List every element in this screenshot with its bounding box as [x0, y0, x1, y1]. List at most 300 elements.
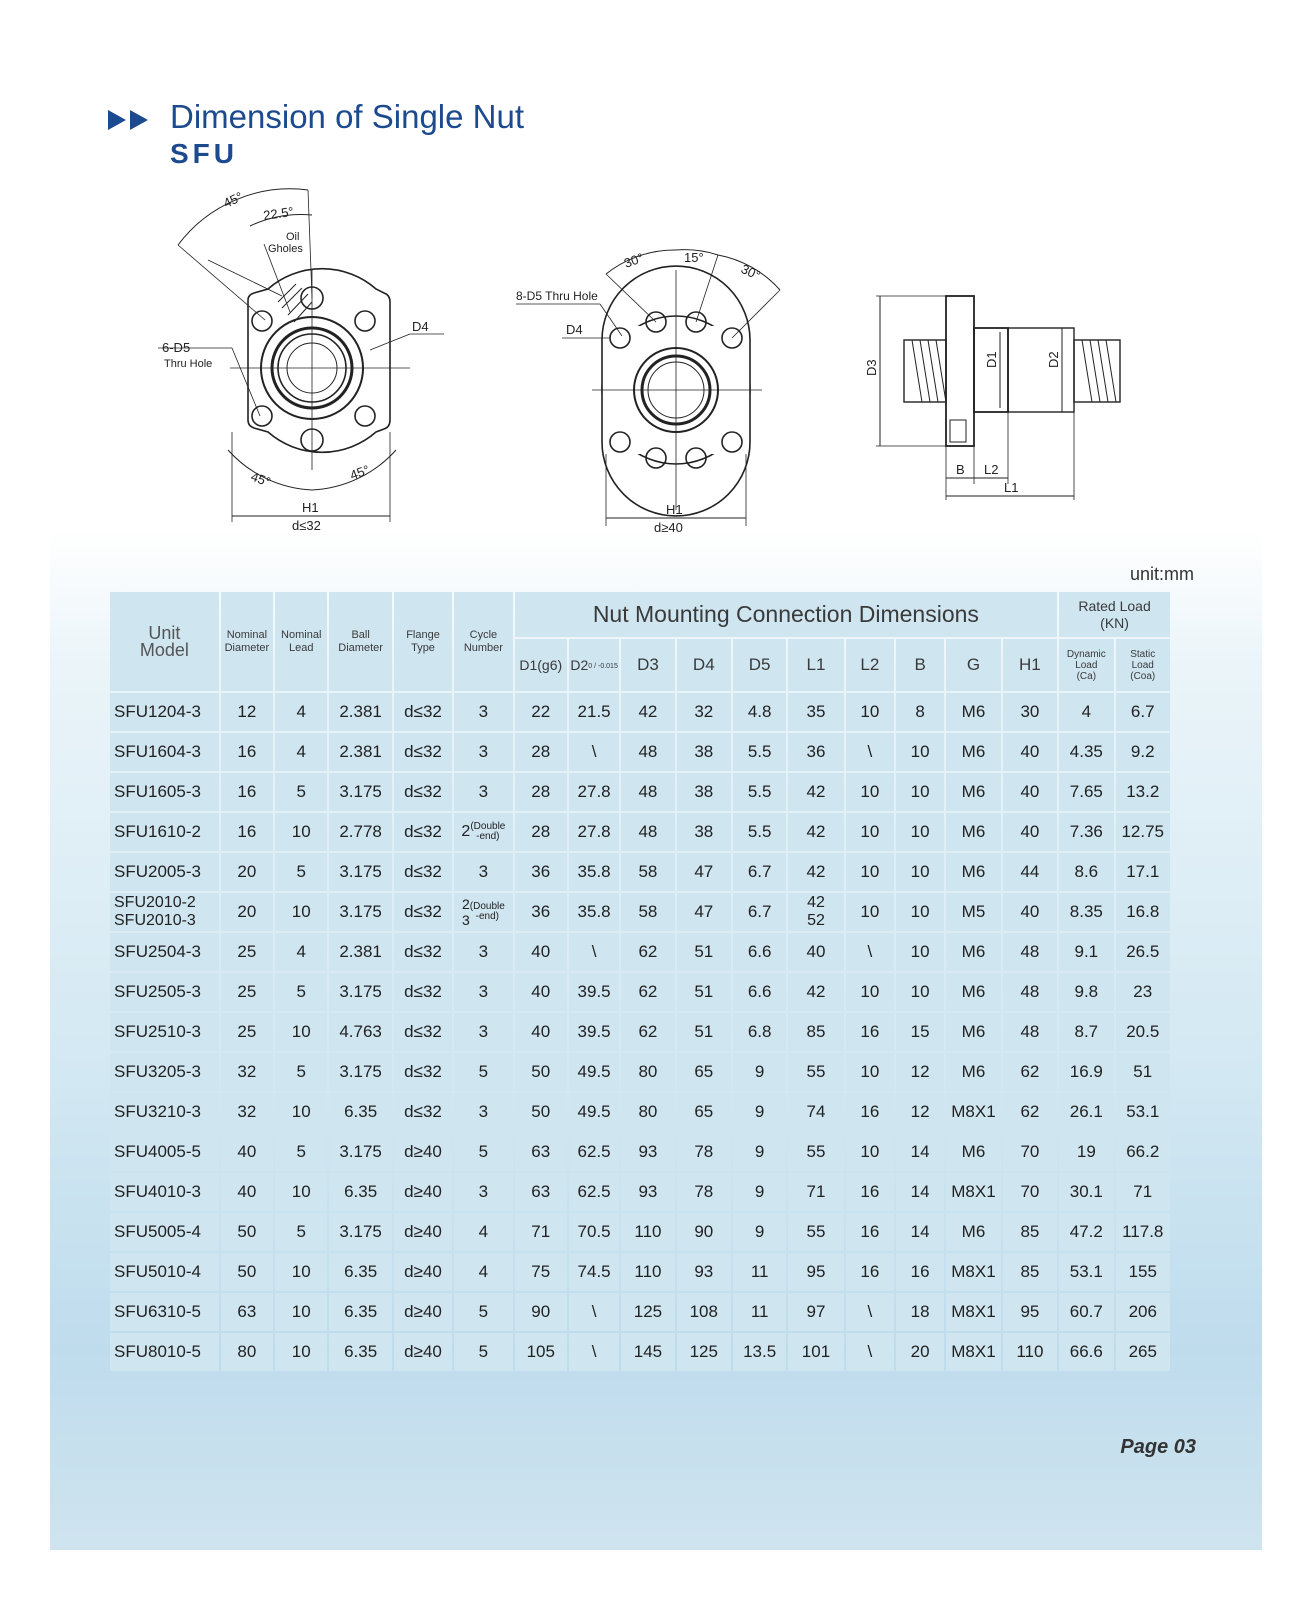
- cell-d4: 51: [677, 933, 731, 971]
- cell-d1: 50: [515, 1053, 567, 1091]
- cell-ca: 8.7: [1059, 1013, 1113, 1051]
- cell-coa: 155: [1116, 1253, 1171, 1291]
- d-cond-mid: d≥40: [654, 520, 683, 535]
- d5-label-left: 6-D5: [162, 340, 191, 355]
- cell-b: 10: [896, 733, 944, 771]
- cell-flange: d≤32: [394, 773, 452, 811]
- cell-ca: 66.6: [1059, 1333, 1113, 1371]
- cell-g: M6: [946, 733, 1000, 771]
- g-holes-label: Gholes: [268, 243, 303, 255]
- cell-d1: 28: [515, 733, 567, 771]
- table-row: [110, 1213, 1170, 1251]
- cell-nd: 16: [221, 733, 273, 771]
- cell-l2: 10: [846, 813, 894, 851]
- cell-d2: 27.8: [569, 773, 619, 811]
- cell-nd: 32: [221, 1093, 273, 1131]
- cell-l1: 42 52: [788, 893, 843, 931]
- cell-coa: 26.5: [1116, 933, 1171, 971]
- header-nut-mounting: Nut Mounting Connection Dimensions: [515, 592, 1058, 637]
- d4-label-left: D4: [412, 319, 429, 334]
- cell-cycle: 2 (Double -end): [454, 813, 512, 851]
- table-row: [110, 1133, 1170, 1171]
- cell-l2: 10: [846, 853, 894, 891]
- cell-coa: 51: [1116, 1053, 1171, 1091]
- cell-nl: 5: [275, 1053, 327, 1091]
- cell-b: 15: [896, 1013, 944, 1051]
- header-nominal-diameter: Nominal Diameter: [221, 592, 273, 691]
- cell-nd: 50: [221, 1213, 273, 1251]
- table-row: [110, 1013, 1170, 1051]
- cell-b: 12: [896, 1053, 944, 1091]
- cell-ball: 2.381: [329, 693, 391, 731]
- cell-nd: 63: [221, 1293, 273, 1331]
- cell-cycle: 5: [454, 1053, 512, 1091]
- cell-ca: 26.1: [1059, 1093, 1113, 1131]
- cell-ball: 2.381: [329, 733, 391, 771]
- cell-flange: d≥40: [394, 1333, 452, 1371]
- table-row: [110, 893, 1170, 931]
- cell-d2: 39.5: [569, 1013, 619, 1051]
- cell-l2: 10: [846, 973, 894, 1011]
- cell-model: SFU2504-3: [110, 933, 219, 971]
- cell-coa: 12.75: [1116, 813, 1171, 851]
- cell-l1: 71: [788, 1173, 843, 1211]
- cell-l2: 10: [846, 693, 894, 731]
- cell-d1: 28: [515, 773, 567, 811]
- cell-d2: 35.8: [569, 853, 619, 891]
- cell-h1: 48: [1003, 1013, 1057, 1051]
- header-l1: L1: [788, 639, 843, 691]
- cell-nl: 10: [275, 1173, 327, 1211]
- cell-g: M6: [946, 853, 1000, 891]
- cell-flange: d≤32: [394, 853, 452, 891]
- cell-d2: \: [569, 933, 619, 971]
- header-h1: H1: [1003, 639, 1057, 691]
- cell-ball: 2.381: [329, 933, 391, 971]
- header-nominal-lead: Nominal Lead: [275, 592, 327, 691]
- cell-d1: 40: [515, 973, 567, 1011]
- cell-flange: d≤32: [394, 733, 452, 771]
- cell-nd: 40: [221, 1133, 273, 1171]
- cell-d3: 93: [621, 1173, 674, 1211]
- cell-nd: 16: [221, 773, 273, 811]
- table-row: [110, 1173, 1170, 1211]
- b-label: B: [956, 462, 965, 477]
- cell-d1: 105: [515, 1333, 567, 1371]
- cell-d1: 63: [515, 1133, 567, 1171]
- cell-coa: 20.5: [1116, 1013, 1171, 1051]
- cell-l1: 55: [788, 1213, 843, 1251]
- cell-d3: 125: [621, 1293, 674, 1331]
- oil-label: Oil: [286, 231, 300, 243]
- header-d2-tolerance: 0 / -0.015: [588, 662, 618, 670]
- header-static-load: Static Load (Coa): [1116, 639, 1171, 691]
- cell-cycle: 3: [454, 1173, 512, 1211]
- cell-ca: 7.36: [1059, 813, 1113, 851]
- cell-model: SFU2510-3: [110, 1013, 219, 1051]
- cell-h1: 70: [1003, 1133, 1057, 1171]
- cell-d5: 9: [733, 1053, 786, 1091]
- d4-label-mid: D4: [566, 322, 583, 337]
- cell-d3: 62: [621, 973, 674, 1011]
- cell-d2: 70.5: [569, 1213, 619, 1251]
- cell-nd: 25: [221, 1013, 273, 1051]
- cell-d4: 125: [677, 1333, 731, 1371]
- cell-model: SFU2005-3: [110, 853, 219, 891]
- cell-l1: 35: [788, 693, 843, 731]
- cell-nl: 10: [275, 1253, 327, 1291]
- page-title: Dimension of Single Nut: [170, 98, 525, 135]
- cell-flange: d≤32: [394, 693, 452, 731]
- cell-d1: 75: [515, 1253, 567, 1291]
- cell-cycle: 3: [454, 693, 512, 731]
- cell-g: M6: [946, 693, 1000, 731]
- cell-d5: 6.7: [733, 853, 786, 891]
- cell-d3: 80: [621, 1093, 674, 1131]
- cell-d2: \: [569, 1333, 619, 1371]
- cell-g: M6: [946, 1213, 1000, 1251]
- cell-nd: 20: [221, 853, 273, 891]
- cell-d1: 40: [515, 933, 567, 971]
- cell-l2: \: [846, 1293, 894, 1331]
- cell-cycle: 3: [454, 1013, 512, 1051]
- cell-h1: 110: [1003, 1333, 1057, 1371]
- cell-d5: 6.6: [733, 973, 786, 1011]
- cell-d3: 93: [621, 1133, 674, 1171]
- cell-nd: 25: [221, 973, 273, 1011]
- header-flange-type: Flange Type: [394, 592, 452, 691]
- cell-b: 10: [896, 853, 944, 891]
- cell-ca: 7.65: [1059, 773, 1113, 811]
- cell-d2: 49.5: [569, 1093, 619, 1131]
- cell-coa: 53.1: [1116, 1093, 1171, 1131]
- cell-d5: 9: [733, 1093, 786, 1131]
- cell-ball: 3.175: [329, 1213, 391, 1251]
- cell-nd: 20: [221, 893, 273, 931]
- cell-d3: 58: [621, 893, 674, 931]
- cell-nl: 5: [275, 973, 327, 1011]
- cell-nd: 16: [221, 813, 273, 851]
- cell-b: 12: [896, 1093, 944, 1131]
- cell-d4: 51: [677, 973, 731, 1011]
- angle-45-top: 45°: [220, 188, 246, 211]
- header-d1: D1(g6): [515, 639, 567, 691]
- cell-coa: 23: [1116, 973, 1171, 1011]
- cell-ca: 47.2: [1059, 1213, 1113, 1251]
- table-row: [110, 1093, 1170, 1131]
- cell-ball: 3.175: [329, 853, 391, 891]
- cell-g: M8X1: [946, 1293, 1000, 1331]
- cell-nl: 10: [275, 813, 327, 851]
- cell-b: 10: [896, 773, 944, 811]
- cell-ball: 3.175: [329, 1053, 391, 1091]
- cell-l1: 40: [788, 933, 843, 971]
- cell-h1: 48: [1003, 933, 1057, 971]
- cell-ca: 8.6: [1059, 853, 1113, 891]
- cell-d1: 28: [515, 813, 567, 851]
- flange-drawing-small: [158, 189, 444, 522]
- cell-g: M6: [946, 773, 1000, 811]
- cell-flange: d≤32: [394, 1053, 452, 1091]
- cell-l2: \: [846, 733, 894, 771]
- cell-g: M8X1: [946, 1253, 1000, 1291]
- cell-d4: 93: [677, 1253, 731, 1291]
- cell-coa: 206: [1116, 1293, 1171, 1331]
- cell-nl: 4: [275, 733, 327, 771]
- cell-model: SFU1605-3: [110, 773, 219, 811]
- cell-d4: 90: [677, 1213, 731, 1251]
- cell-d1: 71: [515, 1213, 567, 1251]
- cell-d2: 35.8: [569, 893, 619, 931]
- cell-nl: 5: [275, 1213, 327, 1251]
- unit-label: unit:mm: [1129, 564, 1194, 584]
- cell-model: SFU1610-2: [110, 813, 219, 851]
- table-row: [110, 773, 1170, 811]
- cell-g: M8X1: [946, 1333, 1000, 1371]
- cell-nl: 5: [275, 1133, 327, 1171]
- cell-b: 14: [896, 1213, 944, 1251]
- catalog-page: [50, 50, 1262, 1550]
- cell-l1: 95: [788, 1253, 843, 1291]
- h1-label-left: H1: [302, 500, 319, 515]
- cell-l2: 10: [846, 1133, 894, 1171]
- cell-model: SFU5005-4: [110, 1213, 219, 1251]
- cell-flange: d≥40: [394, 1133, 452, 1171]
- cell-d3: 58: [621, 853, 674, 891]
- angle-45-bl: 45°: [248, 468, 273, 490]
- cell-d3: 80: [621, 1053, 674, 1091]
- cell-b: 16: [896, 1253, 944, 1291]
- cell-d5: 9: [733, 1173, 786, 1211]
- cell-b: 14: [896, 1173, 944, 1211]
- cell-nl: 10: [275, 1013, 327, 1051]
- cell-d5: 11: [733, 1293, 786, 1331]
- cell-d4: 38: [677, 773, 731, 811]
- d3-label: D3: [864, 359, 879, 376]
- cell-l1: 42: [788, 853, 843, 891]
- cell-g: M8X1: [946, 1173, 1000, 1211]
- header-dynamic-load: Dynamic Load (Ca): [1059, 639, 1113, 691]
- cell-d4: 38: [677, 733, 731, 771]
- cell-model: SFU3205-3: [110, 1053, 219, 1091]
- cell-h1: 40: [1003, 893, 1057, 931]
- cell-h1: 30: [1003, 693, 1057, 731]
- cell-d2: 21.5: [569, 693, 619, 731]
- header-cycle-number: Cycle Number: [454, 592, 512, 691]
- cell-ca: 4.35: [1059, 733, 1113, 771]
- cell-g: M6: [946, 1053, 1000, 1091]
- cell-flange: d≥40: [394, 1293, 452, 1331]
- cell-nd: 50: [221, 1253, 273, 1291]
- d-cond-left: d≤32: [292, 518, 321, 533]
- cell-coa: 6.7: [1116, 693, 1171, 731]
- cell-ball: 3.175: [329, 773, 391, 811]
- page-subtitle: SFU: [170, 138, 238, 169]
- cell-l1: 55: [788, 1133, 843, 1171]
- cell-b: 10: [896, 973, 944, 1011]
- cell-coa: 17.1: [1116, 853, 1171, 891]
- cell-d4: 32: [677, 693, 731, 731]
- cell-d3: 62: [621, 933, 674, 971]
- cell-g: M6: [946, 1013, 1000, 1051]
- cell-h1: 40: [1003, 773, 1057, 811]
- cell-flange: d≥40: [394, 1213, 452, 1251]
- cell-d5: 9: [733, 1213, 786, 1251]
- cell-flange: d≤32: [394, 1093, 452, 1131]
- cell-d3: 145: [621, 1333, 674, 1371]
- cell-b: 10: [896, 813, 944, 851]
- cell-model: SFU4010-3: [110, 1173, 219, 1211]
- cell-d4: 47: [677, 893, 731, 931]
- cell-nd: 12: [221, 693, 273, 731]
- cell-b: 20: [896, 1333, 944, 1371]
- table-row: [110, 1293, 1170, 1331]
- thru-hole-left: Thru Hole: [164, 358, 213, 370]
- cell-d1: 90: [515, 1293, 567, 1331]
- cell-cycle: 4: [454, 1253, 512, 1291]
- cell-cycle: 3: [454, 733, 512, 771]
- cell-l1: 74: [788, 1093, 843, 1131]
- l2-label: L2: [984, 462, 999, 477]
- cell-cycle: 5: [454, 1333, 512, 1371]
- d5-label-mid: 8-D5 Thru Hole: [516, 289, 598, 303]
- cell-flange: d≤32: [394, 1013, 452, 1051]
- cell-d1: 36: [515, 893, 567, 931]
- cell-d3: 42: [621, 693, 674, 731]
- cell-model: SFU4005-5: [110, 1133, 219, 1171]
- cell-d3: 62: [621, 1013, 674, 1051]
- cell-d2: 62.5: [569, 1173, 619, 1211]
- cell-l2: \: [846, 1333, 894, 1371]
- cell-cycle: 5: [454, 1133, 512, 1171]
- cell-ca: 9.8: [1059, 973, 1113, 1011]
- cell-ball: 3.175: [329, 1133, 391, 1171]
- cell-d4: 78: [677, 1173, 731, 1211]
- angle-45-br: 45°: [347, 461, 372, 483]
- cell-model: SFU5010-4: [110, 1253, 219, 1291]
- cell-nl: 10: [275, 1093, 327, 1131]
- cell-d2: \: [569, 1293, 619, 1331]
- cell-coa: 16.8: [1116, 893, 1171, 931]
- cell-d1: 63: [515, 1173, 567, 1211]
- cell-d5: 13.5: [733, 1333, 786, 1371]
- cell-d4: 51: [677, 1013, 731, 1051]
- cell-g: M5: [946, 893, 1000, 931]
- cell-b: 14: [896, 1133, 944, 1171]
- cell-ball: 6.35: [329, 1093, 391, 1131]
- cell-ball: 3.175: [329, 973, 391, 1011]
- cell-d1: 50: [515, 1093, 567, 1131]
- cell-l2: 16: [846, 1093, 894, 1131]
- cell-d5: 6.8: [733, 1013, 786, 1051]
- cell-l2: 10: [846, 1053, 894, 1091]
- cell-nl: 10: [275, 1333, 327, 1371]
- cell-h1: 62: [1003, 1093, 1057, 1131]
- cell-coa: 9.2: [1116, 733, 1171, 771]
- cell-g: M6: [946, 973, 1000, 1011]
- cell-flange: d≤32: [394, 933, 452, 971]
- cell-ball: 6.35: [329, 1333, 391, 1371]
- cell-d3: 48: [621, 813, 674, 851]
- cell-flange: d≤32: [394, 813, 452, 851]
- cell-ball: 3.175: [329, 893, 391, 931]
- cell-h1: 62: [1003, 1053, 1057, 1091]
- cell-flange: d≥40: [394, 1173, 452, 1211]
- header-ball-diameter: Ball Diameter: [329, 592, 391, 691]
- cell-d3: 48: [621, 773, 674, 811]
- cell-b: 10: [896, 893, 944, 931]
- cell-d2: 49.5: [569, 1053, 619, 1091]
- spec-table: [108, 590, 1172, 1373]
- table-row: [110, 1253, 1170, 1291]
- cell-cycle: 5: [454, 1293, 512, 1331]
- cell-cycle: 3: [454, 853, 512, 891]
- d1-label: D1: [984, 351, 999, 368]
- cell-l2: \: [846, 933, 894, 971]
- cell-model: SFU8010-5: [110, 1333, 219, 1371]
- angle-30-right: 30°: [738, 261, 763, 284]
- table-row: [110, 1333, 1170, 1371]
- cell-coa: 66.2: [1116, 1133, 1171, 1171]
- cell-l2: 16: [846, 1013, 894, 1051]
- cell-g: M6: [946, 933, 1000, 971]
- cell-d3: 48: [621, 733, 674, 771]
- cell-flange: d≤32: [394, 973, 452, 1011]
- cell-g: M6: [946, 813, 1000, 851]
- cell-d5: 5.5: [733, 733, 786, 771]
- cell-ca: 60.7: [1059, 1293, 1113, 1331]
- cell-nd: 32: [221, 1053, 273, 1091]
- cell-l1: 42: [788, 773, 843, 811]
- cell-coa: 71: [1116, 1173, 1171, 1211]
- cell-ca: 53.1: [1059, 1253, 1113, 1291]
- cell-coa: 13.2: [1116, 773, 1171, 811]
- angle-22: 22.5°: [262, 203, 295, 223]
- cell-b: 18: [896, 1293, 944, 1331]
- cell-model: SFU3210-3: [110, 1093, 219, 1131]
- cell-d2: 74.5: [569, 1253, 619, 1291]
- header-b: B: [896, 639, 944, 691]
- cell-b: 8: [896, 693, 944, 731]
- header-d4: D4: [677, 639, 731, 691]
- table-row: [110, 973, 1170, 1011]
- header-model: Unit Model: [110, 592, 219, 691]
- cell-d5: 6.7: [733, 893, 786, 931]
- cell-coa: 117.8: [1116, 1213, 1171, 1251]
- cell-d5: 11: [733, 1253, 786, 1291]
- table-row: [110, 813, 1170, 851]
- cell-h1: 85: [1003, 1253, 1057, 1291]
- cell-model: SFU1604-3: [110, 733, 219, 771]
- cell-ca: 8.35: [1059, 893, 1113, 931]
- cell-d1: 22: [515, 693, 567, 731]
- d2-label: D2: [1046, 351, 1061, 368]
- cell-l2: 16: [846, 1213, 894, 1251]
- cell-cycle: 4: [454, 1213, 512, 1251]
- header-l2: L2: [846, 639, 894, 691]
- cell-l1: 55: [788, 1053, 843, 1091]
- cell-h1: 95: [1003, 1293, 1057, 1331]
- cell-nd: 25: [221, 933, 273, 971]
- cell-l1: 36: [788, 733, 843, 771]
- cell-l2: 10: [846, 893, 894, 931]
- page-number: Page 03: [1120, 1436, 1196, 1458]
- cell-d4: 65: [677, 1093, 731, 1131]
- cell-d3: 110: [621, 1253, 674, 1291]
- cell-model: SFU2505-3: [110, 973, 219, 1011]
- cell-nl: 10: [275, 1293, 327, 1331]
- cell-d2: 27.8: [569, 813, 619, 851]
